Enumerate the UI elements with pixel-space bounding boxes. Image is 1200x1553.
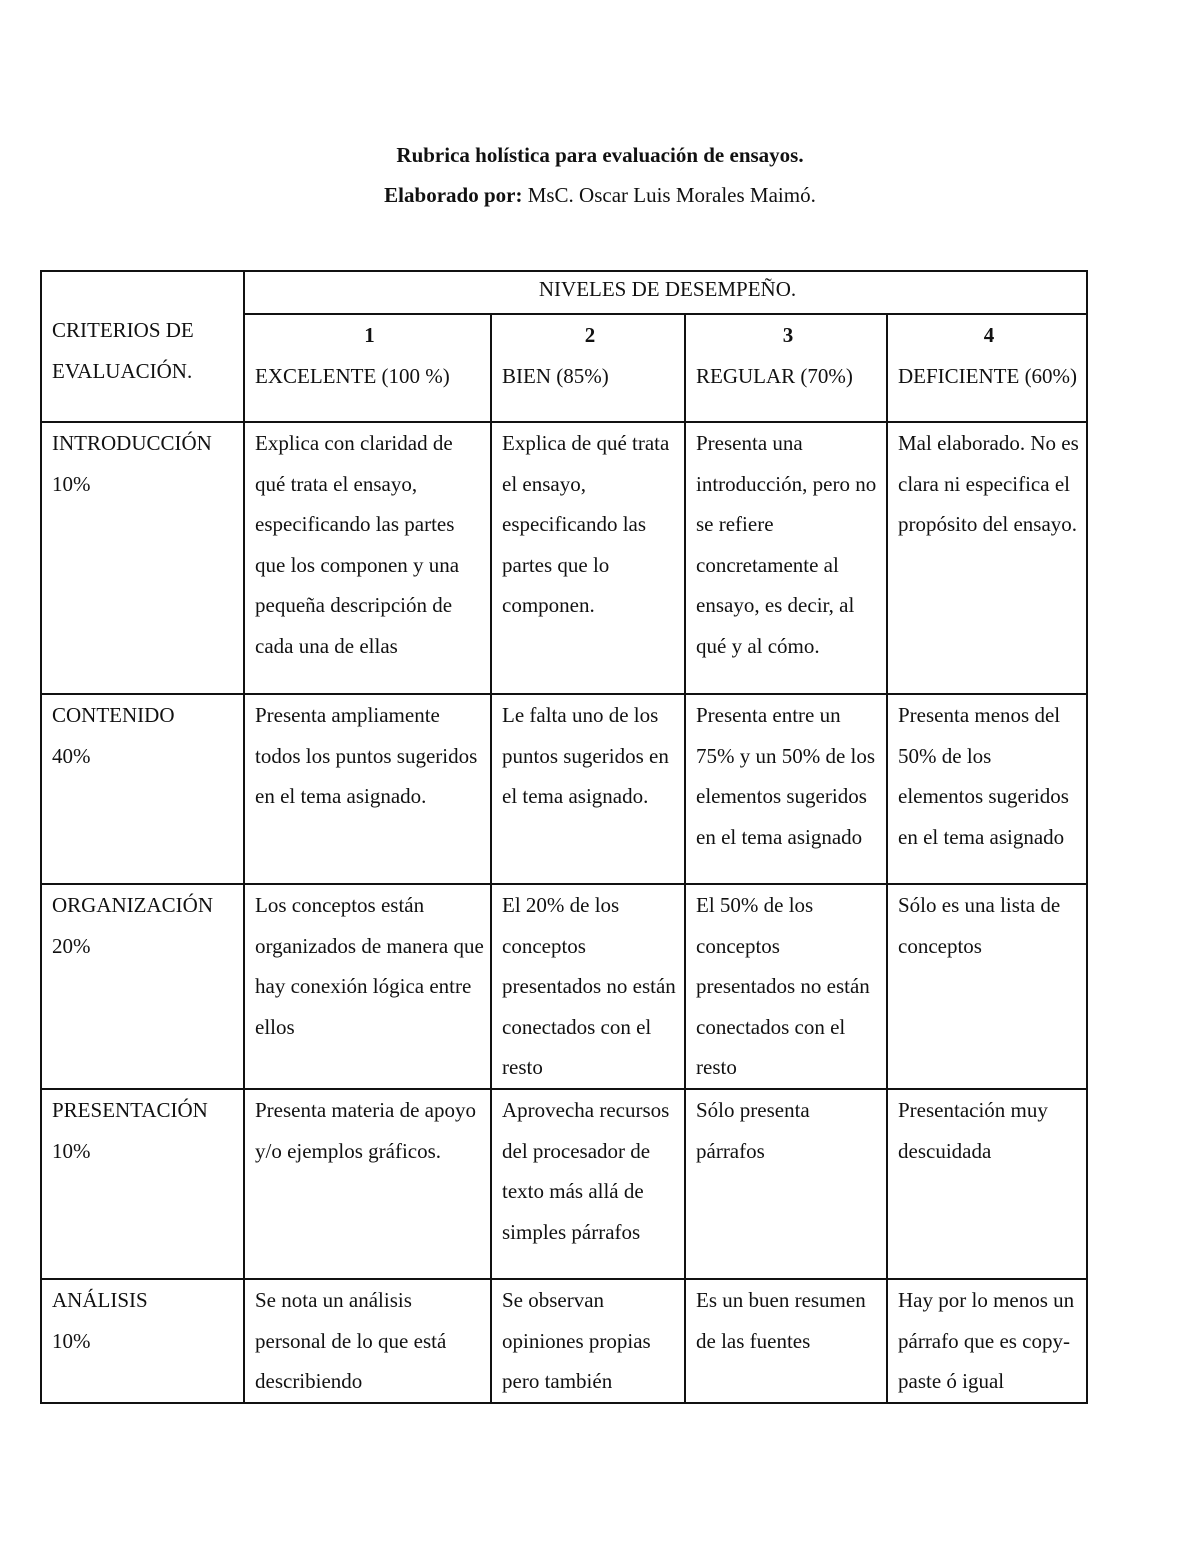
rubric-cell: Mal elaborado. No es clara ni especifica el propósito del ensayo. [887,422,1087,694]
document-title: Rubrica holística para evaluación de ensayos. [396,143,804,167]
criterion-weight: 10% [52,471,91,496]
rubric-cell: Se observan opiniones propias pero también [491,1279,685,1403]
rubric-cell: Presenta entre un 75% y un 50% de los elementos sugeridos en el tema asignado [685,694,887,884]
rubric-cell: El 20% de los conceptos presentados no están conectados con el resto [491,884,685,1089]
level-number: 2 [584,323,596,347]
level-number: 1 [364,323,375,347]
rubric-cell: Le falta uno de los puntos sugeridos en el tema asignado. [491,694,685,884]
criterion-name: CONTENIDO [52,703,175,727]
criterion-cell [41,1279,244,1403]
level-header-4 [887,314,1087,422]
table-row [41,694,1087,884]
table-row [41,884,1087,1089]
level-label: BIEN (85%) [502,363,609,388]
criterion-cell [41,694,244,884]
rubric-cell: Presenta materia de apoyo y/o ejemplos gráficos. [244,1089,491,1279]
rubric-cell: Explica con claridad de qué trata el ensayo, especificando las partes que los componen y una pequeña descripción de cada una de ellas [244,422,491,694]
levels-header: NIVELES DE DESEMPEÑO. [244,271,1087,314]
author-label: Elaborado por: [384,183,523,207]
criterion-weight: 10% [52,1328,91,1353]
criterion-name: PRESENTACIÓN [52,1097,208,1122]
author-line [0,181,1200,209]
rubric-cell: Sólo presenta párrafos [685,1089,887,1279]
rubric-cell: Presenta ampliamente todos los puntos sugeridos en el tema asignado. [244,694,491,884]
criteria-header: CRITERIOS DE EVALUACIÓN. [41,271,244,422]
level-header-2 [491,314,685,422]
criterion-cell [41,884,244,1089]
rubric-cell: Es un buen resumen de las fuentes [685,1279,887,1403]
rubric-cell: Presenta menos del 50% de los elementos sugeridos en el tema asignado [887,694,1087,884]
level-number: 3 [782,323,794,347]
rubric-cell: Hay por lo menos un párrafo que es copy-paste ó igual [887,1279,1087,1403]
criterion-cell [41,1089,244,1279]
table-row [41,1089,1087,1279]
rubric-cell: El 50% de los conceptos presentados no están conectados con el resto [685,884,887,1089]
rubric-cell: Explica de qué trata el ensayo, especificando las partes que lo componen. [491,422,685,694]
criterion-weight: 10% [52,1138,91,1163]
criterion-cell [41,422,244,694]
rubric-cell: Se nota un análisis personal de lo que está describiendo [244,1279,491,1403]
level-label: REGULAR (70%) [696,363,853,388]
level-label: DEFICIENTE (60%) [898,363,1078,388]
level-header-3 [685,314,887,422]
rubric-cell: Sólo es una lista de conceptos [887,884,1087,1089]
level-header-1 [244,314,491,422]
rubric-table [40,270,1088,1404]
criterion-name: ORGANIZACIÓN [52,893,213,917]
criterion-name: ANÁLISIS [52,1287,148,1312]
rubric-cell: Presenta una introducción, pero no se refiere concretamente al ensayo, es decir, al qué y al cómo. [685,422,887,694]
rubric-cell: Los conceptos están organizados de manera que hay conexión lógica entre ellos [244,884,491,1089]
criterion-weight: 20% [52,933,91,958]
criterion-weight: 40% [52,743,91,768]
table-row [41,422,1087,694]
level-label: EXCELENTE (100 %) [255,363,450,388]
criterion-name: INTRODUCCIÓN [52,431,212,455]
table-row [41,1279,1087,1403]
rubric-cell: Presentación muy descuidada [887,1089,1087,1279]
rubric-cell: Aprovecha recursos del procesador de texto más allá de simples párrafos [491,1089,685,1279]
level-number: 4 [983,323,995,347]
author-name: MsC. Oscar Luis Morales Maimó. [522,183,816,207]
header-row-levels [41,271,1087,314]
